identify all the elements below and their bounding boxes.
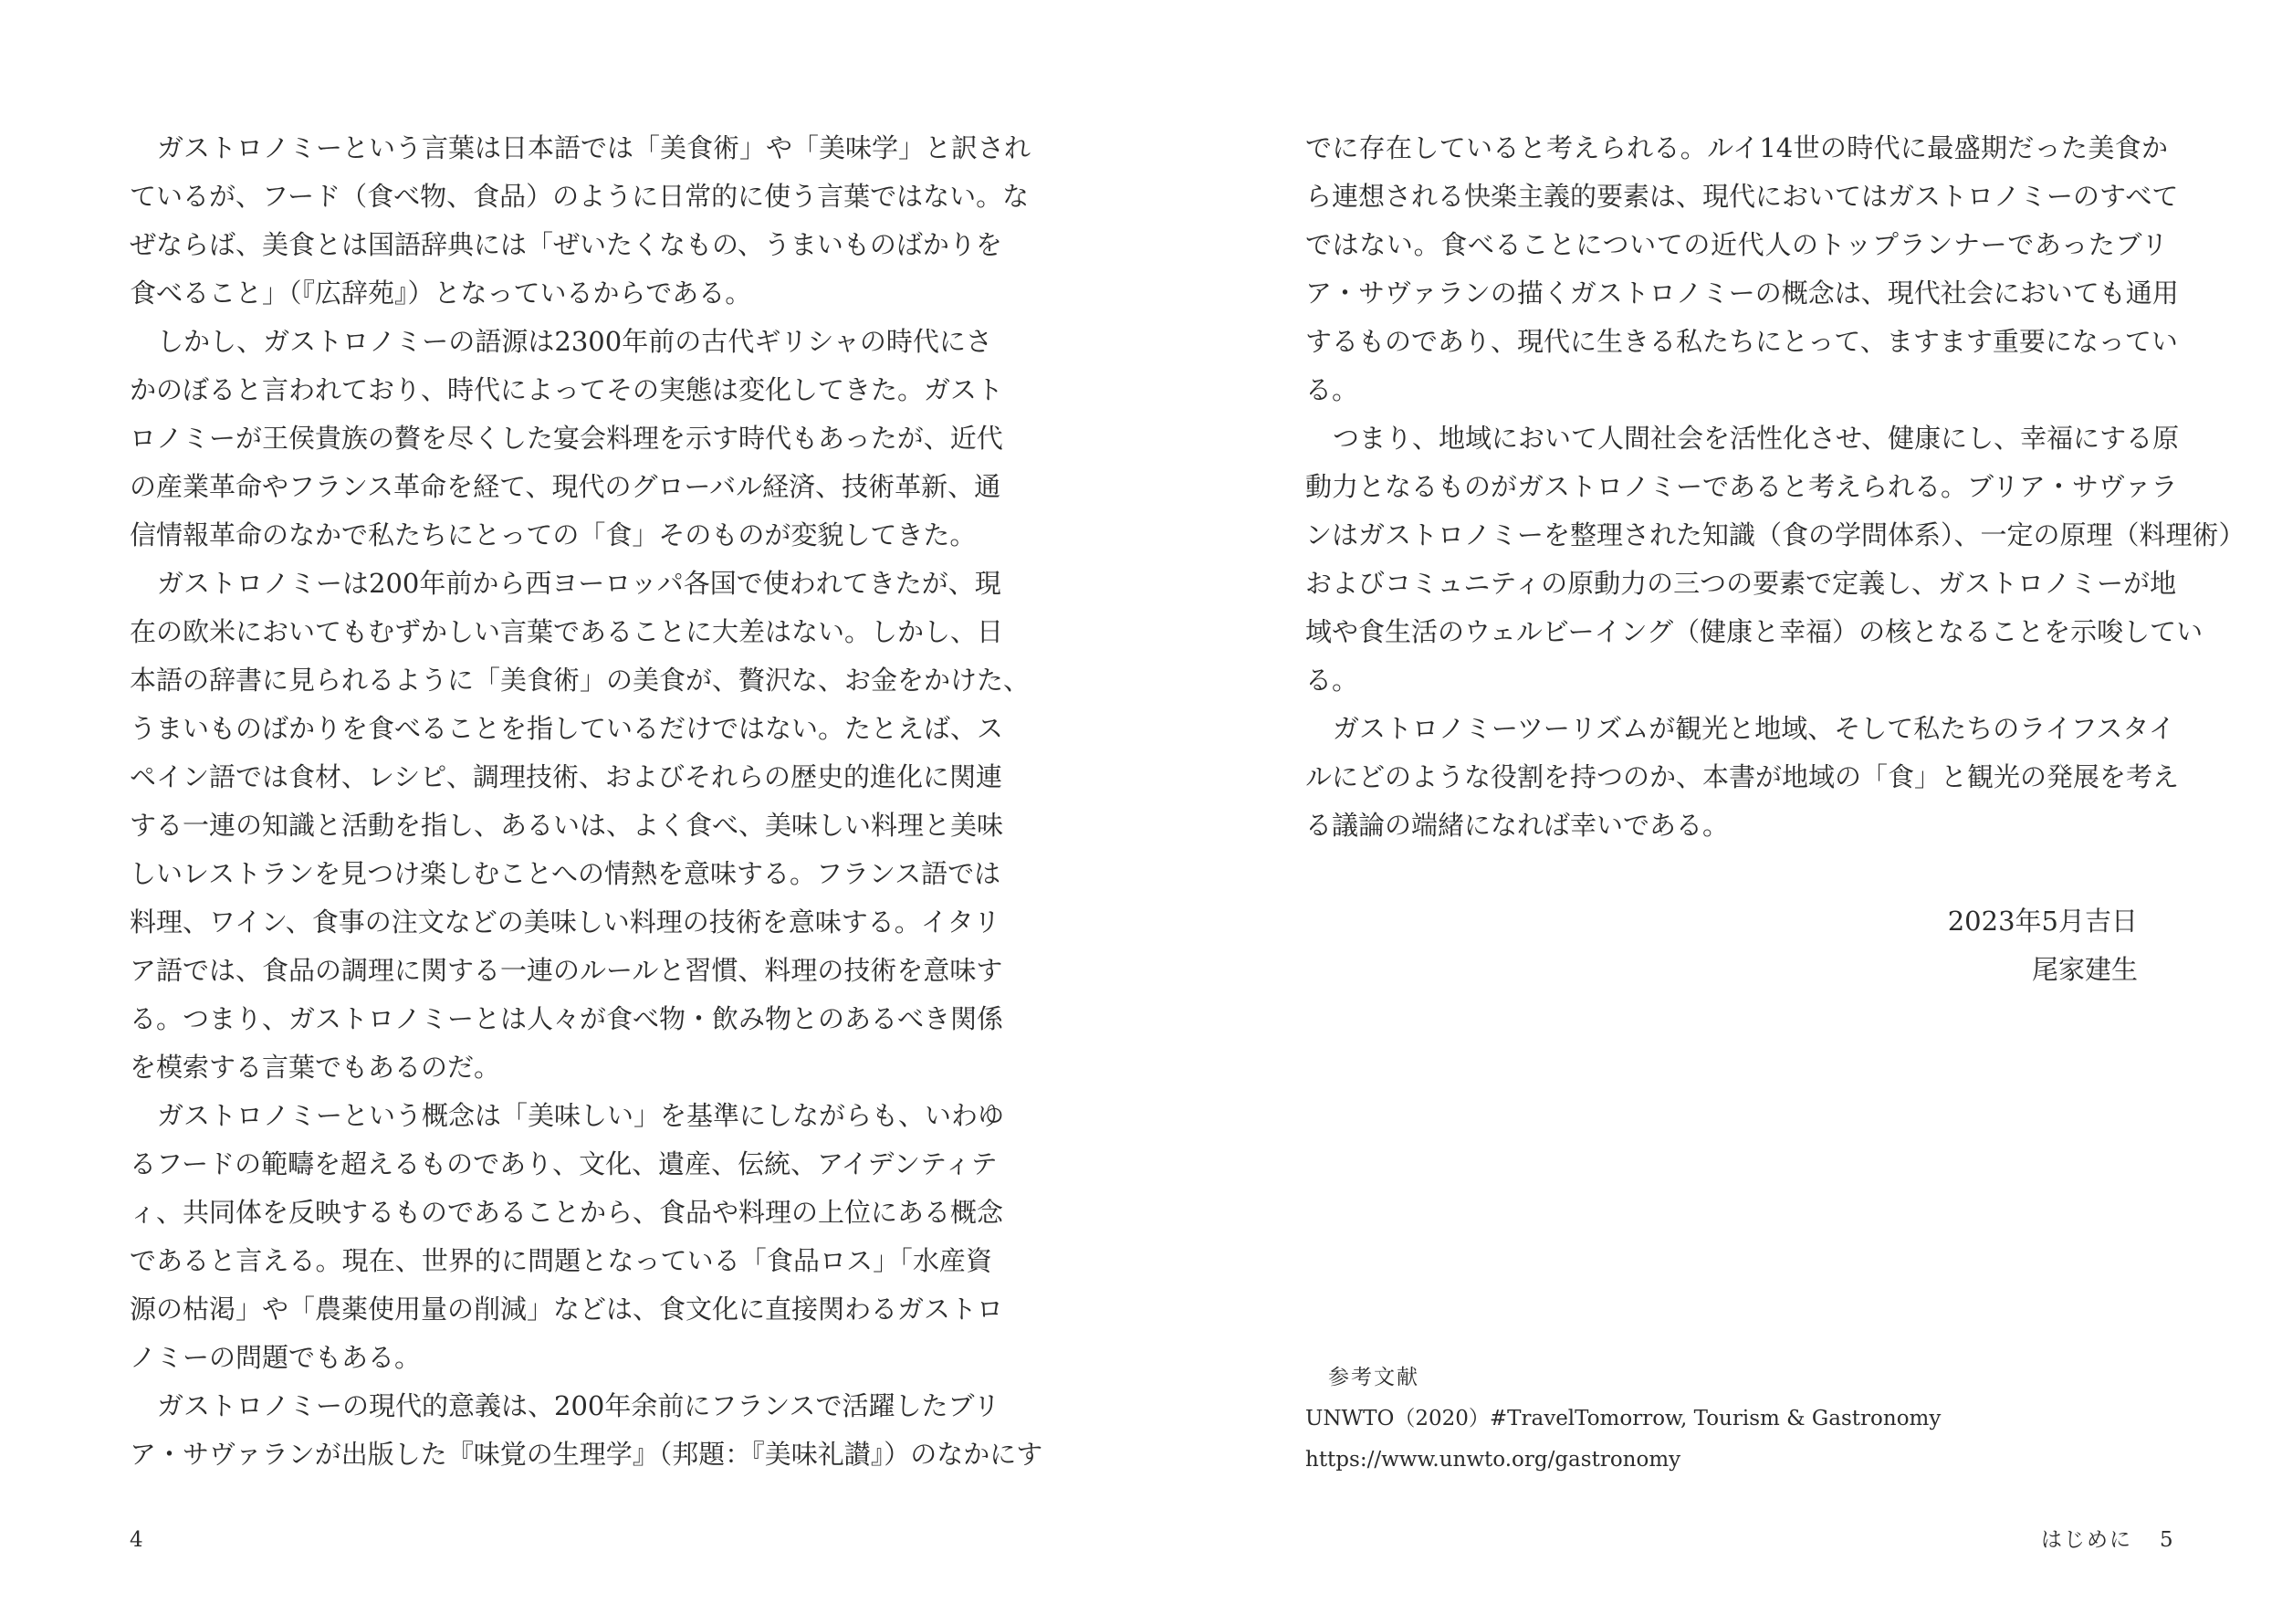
body-line: ガストロノミーという言葉は日本語では「美食術」や「美味学」と訳され	[157, 132, 1031, 163]
body-line: ぜならば、美食とは国語辞典には「ぜいたくなもの、うまいものばかりを	[130, 229, 1002, 260]
body-line: 域や食生活のウェルビーイング（健康と幸福）の核となることを示唆してい	[1305, 616, 2203, 647]
body-line: るフードの範疇を超えるものであり、文化、遺産、伝統、アイデンティテ	[130, 1148, 998, 1179]
body-line: の産業革命やフランス革命を経て、現代のグローバル経済、技術革新、通	[130, 471, 1001, 502]
body-line: する一連の知識と活動を指し、あるいは、よく食べ、美味しい料理と美味	[130, 810, 1004, 841]
body-line: 信情報革命のなかで私たちにとっての「食」そのものが変貌してきた。	[130, 519, 977, 550]
body-line: ア・サヴァランの描くガストロノミーの概念は、現代社会においても通用	[1305, 278, 2179, 309]
body-line: するものであり、現代に生きる私たちにとって、ますます重要になってい	[1305, 326, 2178, 357]
date-line: 2023年5月吉日	[1947, 906, 2138, 937]
reference-entry: UNWTO（2020）#TravelTomorrow, Tourism & Gastronomy	[1305, 1407, 1942, 1430]
body-line: 在の欧米においてもむずかしい言葉であることに大差はない。しかし、日	[130, 616, 1004, 647]
body-line: る。	[1305, 374, 1359, 405]
body-line: しいレストランを見つけ楽しむことへの情熱を意味する。フランス語では	[130, 858, 1001, 889]
body-line: ンはガストロノミーを整理された知識（食の学問体系）、一定の原理（料理術）	[1305, 519, 2245, 550]
body-line: ロノミーが王侯貴族の贅を尽くした宴会料理を示す時代もあったが、近代	[130, 423, 1003, 454]
running-head: はじめに	[2041, 1528, 2132, 1552]
body-line: 料理、ワイン、食事の注文などの美味しい料理の技術を意味する。イタリ	[130, 906, 1000, 938]
body-line: ア語では、食品の調理に関する一連のルールと習慣、料理の技術を意味す	[130, 955, 1003, 986]
body-line: 動力となるものがガストロノミーであると考えられる。ブリア・サヴァラ	[1305, 471, 2178, 502]
body-line: ガストロノミーは200年前から西ヨーロッパ各国で使われてきたが、現	[157, 568, 1001, 599]
body-line: ノミーの問題でもある。	[130, 1342, 422, 1373]
body-line: る。	[1305, 665, 1359, 696]
body-line: でに存在していると考えられる。ルイ14世の時代に最盛期だった美食か	[1305, 132, 2168, 163]
body-line: つまり、地域において人間社会を活性化させ、健康にし、幸福にする原	[1333, 423, 2180, 454]
body-line: る議論の端緒になれば幸いである。	[1305, 810, 1730, 841]
body-line: およびコミュニティの原動力の三つの要素で定義し、ガストロノミーが地	[1305, 568, 2177, 599]
body-line: 本語の辞書に見られるように「美食術」の美食が、贅沢な、お金をかけた、	[130, 665, 1031, 696]
body-line: を模索する言葉でもあるのだ。	[130, 1052, 501, 1083]
page-number: 5	[2160, 1528, 2173, 1552]
body-line: る。つまり、ガストロノミーとは人々が食べ物・飲み物とのあるべき関係	[130, 1003, 1004, 1034]
body-line: であると言える。現在、世界的に問題となっている「食品ロス」「水産資	[130, 1245, 992, 1276]
body-line: ガストロノミーツーリズムが観光と地域、そして私たちのライフスタイ	[1333, 713, 2175, 744]
references-heading: 参考文献	[1328, 1366, 1419, 1389]
body-line: ガストロノミーの現代的意義は、200年余前にフランスで活躍したブリ	[157, 1390, 1000, 1421]
body-line: しかし、ガストロノミーの語源は2300年前の古代ギリシャの時代にさ	[157, 326, 992, 357]
body-line: ペイン語では食材、レシピ、調理技術、およびそれらの歴史的進化に関連	[130, 761, 1002, 792]
body-line: うまいものばかりを食べることを指しているだけではない。たとえば、ス	[130, 713, 1004, 744]
body-line: ではない。食べることについての近代人のトップランナーであったブリ	[1305, 229, 2168, 260]
body-line: ィ、共同体を反映するものであることから、食品や料理の上位にある概念	[130, 1197, 1004, 1228]
page-number: 4	[130, 1528, 143, 1552]
body-line: ア・サヴァランが出版した『味覚の生理学』（邦題：『美味礼讃』）のなかにす	[130, 1439, 1043, 1470]
author-name: 尾家建生	[2031, 954, 2138, 985]
reference-url: https://www.unwto.org/gastronomy	[1305, 1448, 1681, 1472]
body-line: 源の枯渇」や「農薬使用量の削減」などは、食文化に直接関わるガストロ	[130, 1294, 1004, 1325]
body-line: ているが、フード（食べ物、食品）のように日常的に使う言葉ではない。な	[130, 181, 1030, 212]
body-line: ら連想される快楽主義的要素は、現代においてはガストロノミーのすべて	[1305, 181, 2179, 212]
body-line: ガストロノミーという概念は「美味しい」を基準にしながらも、いわゆ	[157, 1100, 1005, 1131]
body-line: 食べること」（『広辞苑』）となっているからである。	[130, 278, 752, 309]
body-line: ルにどのような役割を持つのか、本書が地域の「食」と観光の発展を考え	[1305, 761, 2180, 792]
body-line: かのぼると言われており、時代によってその実態は変化してきた。ガスト	[130, 374, 1004, 405]
